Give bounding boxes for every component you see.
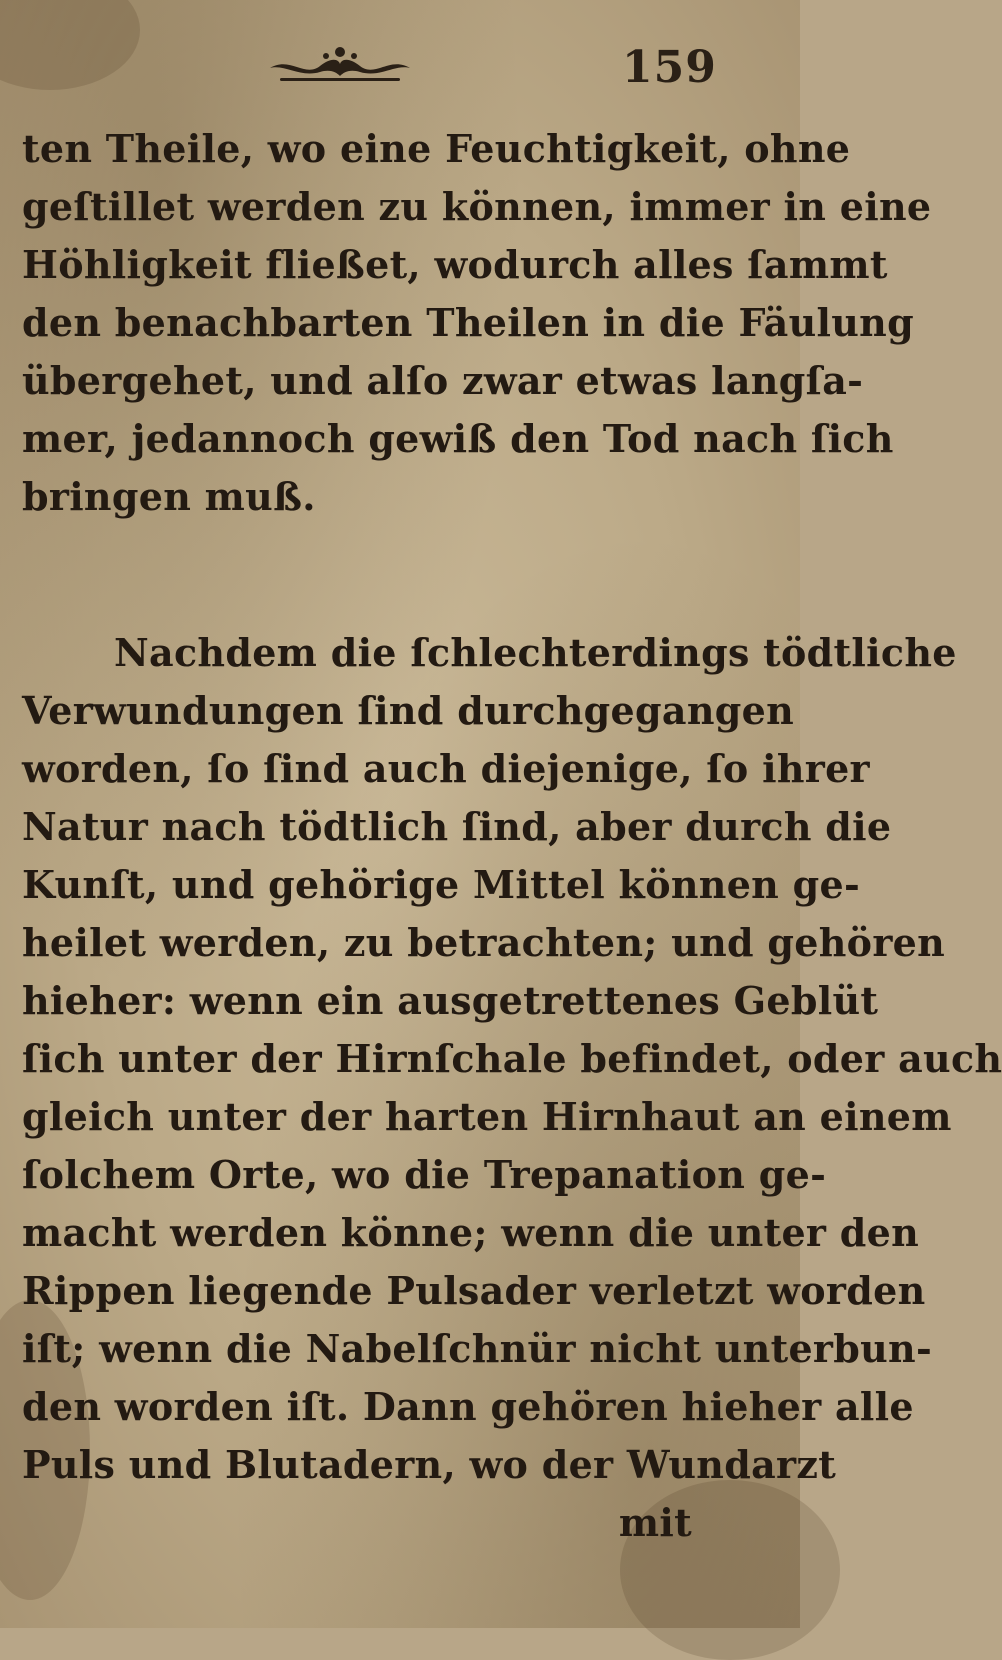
text-line: iſt; wenn die Nabelſchnür nicht unterbun- bbox=[22, 1326, 933, 1371]
text-line: gleich unter der harten Hirnhaut an einem bbox=[22, 1094, 952, 1139]
paragraph-continued bbox=[22, 120, 932, 526]
text-line: Kunſt, und gehörige Mittel können ge- bbox=[22, 862, 861, 907]
text-line: ten Theile, wo eine Feuchtigkeit, ohne bbox=[22, 126, 851, 171]
text-line: hieher: wenn ein ausgetrettenes Geblüt bbox=[22, 978, 879, 1023]
page-header bbox=[0, 30, 800, 100]
text-line: geſtillet werden zu können, immer in eine bbox=[22, 184, 932, 229]
text-line: den worden iſt. Dann gehören hieher alle bbox=[22, 1384, 914, 1429]
text-line: übergehet, und alſo zwar etwas langſa- bbox=[22, 358, 864, 403]
text-line: den benachbarten Theilen in die Fäulung bbox=[22, 300, 914, 345]
paragraph bbox=[22, 624, 1002, 1552]
text-line: ſich unter der Hirnſchale befindet, oder auch bbox=[22, 1036, 1002, 1081]
page-number: 159 bbox=[622, 42, 717, 93]
text-line: Rippen liegende Pulsader verletzt worden bbox=[22, 1268, 926, 1313]
text-line: Höhligkeit fließet, wodurch alles ſammt bbox=[22, 242, 888, 287]
text-line: worden, ſo ſind auch diejenige, ſo ihrer bbox=[22, 746, 870, 791]
text-line: ſolchem Orte, wo die Trepanation ge- bbox=[22, 1152, 827, 1197]
paragraph-gap bbox=[22, 526, 742, 624]
text-line: heilet werden, zu betrachten; und gehören bbox=[22, 920, 946, 965]
printer-ornament-icon bbox=[260, 38, 420, 88]
text-line: Puls und Blutadern, wo der Wundarzt bbox=[22, 1442, 837, 1487]
text-line: Nachdem die ſchlechterdings tödtliche bbox=[114, 630, 957, 675]
text-line: Verwundungen ſind durchgegangen bbox=[22, 688, 795, 733]
catchword: mit bbox=[618, 1500, 692, 1545]
text-line: mer, jedannoch gewiß den Tod nach ſich bbox=[22, 416, 894, 461]
text-line: bringen muß. bbox=[22, 474, 316, 519]
body-text bbox=[22, 120, 1002, 1552]
text-line: Natur nach tödtlich ſind, aber durch die bbox=[22, 804, 892, 849]
text-line: macht werden könne; wenn die unter den bbox=[22, 1210, 920, 1255]
